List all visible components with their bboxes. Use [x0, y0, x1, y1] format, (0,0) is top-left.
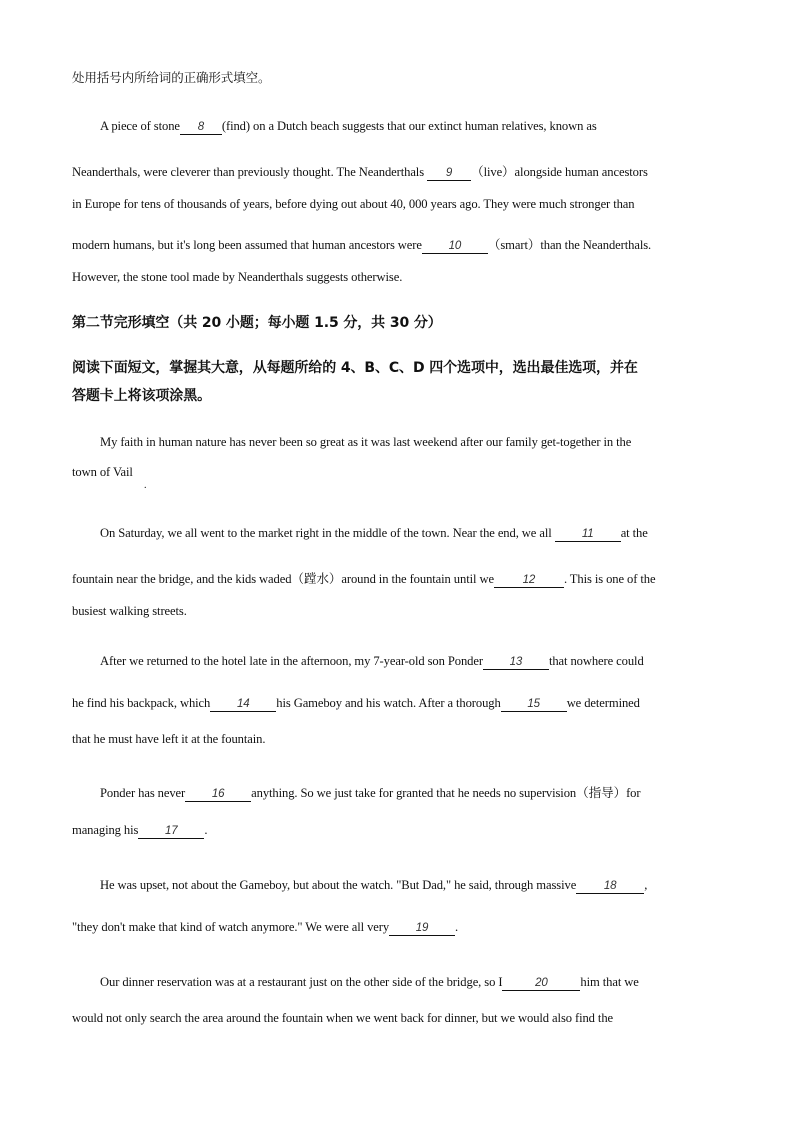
p2-line-2: town of Vail [72, 465, 133, 479]
blank-14[interactable]: 14 [210, 698, 276, 712]
section2-instruction-line-1: 阅读下面短文，掌握其大意，从每题所给的 4、B、C、D 四个选项中，选出最佳选项，并在 [72, 360, 638, 376]
p1-line-2: Neanderthals, were cleverer than previously thought. The Neanderthals 9 （live）alongside human ancestors [72, 165, 648, 179]
blank-10[interactable]: 10 [422, 240, 488, 254]
blank-15[interactable]: 15 [501, 698, 567, 712]
p1-line-4: modern humans, but it's long been assumed that human ancestors were 10 （smart）than the Neanderthals. [72, 238, 652, 252]
p5-line-2: managing his 17 . [72, 823, 208, 837]
p1-line-5: However, the stone tool made by Neanderthals suggests otherwise. [72, 270, 403, 284]
p7-line-1: Our dinner reservation was at a restaurant just on the other side of the bridge, so I 20 him that we [100, 975, 639, 989]
blank-9[interactable]: 9 [427, 167, 471, 181]
blank-13[interactable]: 13 [483, 656, 549, 670]
blank-17[interactable]: 17 [138, 825, 204, 839]
p3-line-1: On Saturday, we all went to the market right in the middle of the town. Near the end, we all 11 at the [100, 526, 648, 540]
blank-11[interactable]: 11 [555, 528, 621, 542]
p7-line-2: would not only search the area around the fountain when we went back for dinner, but we would also find the [72, 1011, 614, 1025]
p4-line-1: After we returned to the hotel late in the afternoon, my 7-year-old son Ponder 13 that nowhere could [100, 654, 644, 668]
p2-line-1: My faith in human nature has never been so great as it was last weekend after our family get-together in the [100, 435, 632, 449]
p4-line-2: he find his backpack, which 14 his Gameboy and his watch. After a thorough 15 we determined [72, 696, 640, 710]
blank-12[interactable]: 12 [494, 574, 564, 588]
p6-line-2: "they don't make that kind of watch anymore." We were all very 19 . [72, 920, 459, 934]
blank-16[interactable]: 16 [185, 788, 251, 802]
blank-19[interactable]: 19 [389, 922, 455, 936]
p3-line-2: fountain near the bridge, and the kids waded（蹚水）around in the fountain until we 12 . This is one of the [72, 572, 656, 586]
stray-dot: . [144, 480, 147, 491]
p4-line-3: that he must have left it at the fountain. [72, 732, 266, 746]
blank-20[interactable]: 20 [502, 977, 580, 991]
p5-line-1: Ponder has never 16 anything. So we just take for granted that he needs no supervision（指导）for [100, 786, 641, 800]
blank-18[interactable]: 18 [576, 880, 644, 894]
fill-instruction: 处用括号内所给词的正确形式填空。 [72, 70, 271, 85]
p1-line-1: A piece of stone 8 (find) on a Dutch beach suggests that our extinct human relatives, known as [100, 119, 597, 133]
blank-8[interactable]: 8 [180, 121, 222, 135]
section2-instruction-line-2: 答题卡上将该项涂黑。 [72, 388, 211, 404]
section2-title: 第二节完形填空（共 20 小题；每小题 1.5 分，共 30 分） [72, 315, 442, 331]
p6-line-1: He was upset, not about the Gameboy, but about the watch. "But Dad," he said, through massive 18 , [100, 878, 648, 892]
p3-line-3: busiest walking streets. [72, 604, 187, 618]
p1-line-3: in Europe for tens of thousands of years, before dying out about 40, 000 years ago. They were much stronger than [72, 197, 635, 211]
